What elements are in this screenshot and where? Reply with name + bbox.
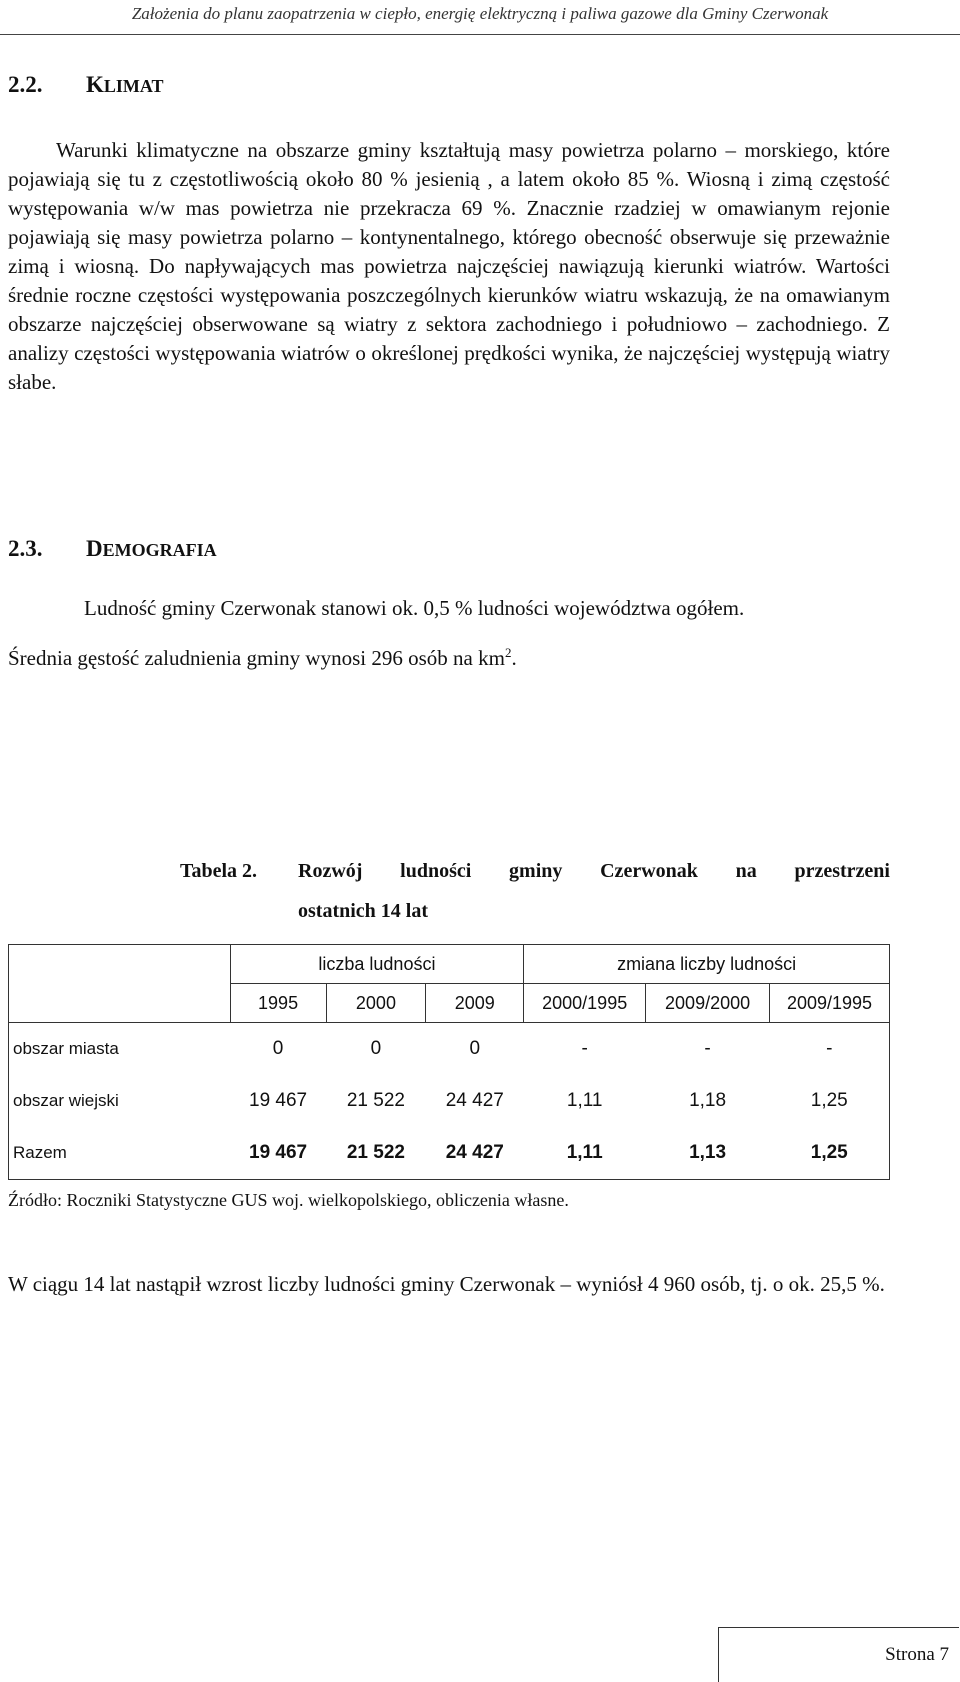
section-title-initial: D (86, 536, 103, 561)
page-footer (718, 1627, 959, 1682)
header-rule (0, 34, 960, 35)
climate-paragraph: Warunki klimatyczne na obszarze gminy kształtują masy powietrza polarno – morskiego, które pojawiają się tu z częstotliwością około 80 % jesienią , a latem około 85 %. Wiosną i zimą częstość występowania w/w mas powietrza nie przekracza 69 %. Znacznie rzadziej w omawianym rejonie pojawiają się masy powietrza polarno – kontynentalnego, którego obecność obserwuje się przeważnie zimą i wiosną. Do napływających mas powietrza najczęściej nawiązują kierunki wiatrów. Wartości średnie roczne częstości występowania poszczególnych kierunków wiatru wskazują, że na omawianym obszarze najczęściej obserwowane są wiatry z sektora zachodniego i południowo – zachodniego. Z analizy częstości występowania wiatrów o określonej prędkości wynika, że najczęściej występują wiatry słabe. (8, 138, 890, 394)
table-row-total (9, 1127, 890, 1180)
table-cell: 24 427 (426, 1127, 524, 1180)
table-cell: 1,18 (689, 1090, 727, 1111)
table-cell: 1,13 (646, 1127, 770, 1180)
table-cell: 21 522 (346, 1090, 405, 1111)
table-cell: - (581, 1038, 588, 1059)
table-source: Źródło: Roczniki Statystyczne GUS woj. wielkopolskiego, obliczenia własne. (8, 1190, 569, 1210)
table-label: Tabela 2. (180, 860, 258, 882)
section-number: 2.3. (8, 536, 43, 561)
table-cell: 0 (469, 1038, 481, 1059)
row-label: obszar miasta (9, 1023, 231, 1076)
header-group-change: zmiana liczby ludności (524, 945, 890, 984)
density-superscript: 2 (504, 645, 512, 660)
density-text: Średnia gęstość zaludnienia gminy wynosi 296 osób na km (8, 646, 505, 670)
header-text: Założenia do planu zaopatrzenia w ciepło, energię elektryczną i paliwa gazowe dla Gminy Czerwonak (131, 4, 829, 23)
population-table (8, 944, 890, 1180)
demography-line-2 (8, 638, 890, 673)
table-cell: - (704, 1038, 711, 1059)
section-title-rest: EMOGRAFIA (102, 540, 217, 560)
closing-paragraph: W ciągu 14 lat nastąpił wzrost liczby ludności gminy Czerwonak – wyniósł 4 960 osób, tj. o ok. 25,5 %. (8, 1272, 885, 1296)
table-title-line-1: Rozwój ludności gminy Czerwonak na przestrzeni (298, 860, 890, 882)
header-empty-cell (9, 984, 231, 1023)
header-empty-cell (9, 945, 231, 984)
table-title-line-2: ostatnich 14 lat (298, 900, 428, 922)
header-group-population: liczba ludności (230, 945, 524, 984)
page-number: Strona 7 (885, 1644, 949, 1665)
table-cell: 19 467 (230, 1127, 326, 1180)
row-label: Razem (9, 1127, 231, 1180)
section-heading-climate (8, 72, 164, 98)
section-heading-demography (8, 536, 217, 562)
table-cell: 0 (272, 1038, 284, 1059)
page-header (0, 0, 960, 28)
row-label: obszar wiejski (9, 1075, 231, 1127)
col-header: 1995 (230, 984, 326, 1023)
table-cell: 1,25 (770, 1127, 890, 1180)
table-cell: 1,11 (524, 1127, 646, 1180)
table-cell: 1,25 (770, 1075, 890, 1127)
table-cell: 0 (370, 1038, 382, 1059)
table-cell: 21 522 (326, 1127, 426, 1180)
table-cell: 19 467 (249, 1090, 308, 1111)
col-header: 2009/1995 (770, 984, 890, 1023)
table-row (9, 1075, 890, 1127)
col-header: 2000/1995 (524, 984, 646, 1023)
density-period: . (511, 646, 517, 670)
section-title-initial: K (86, 72, 104, 97)
table-cell: 1,11 (566, 1090, 603, 1111)
table-cell: 24 427 (445, 1090, 504, 1111)
table-header-row-groups (9, 945, 890, 984)
section-number: 2.2. (8, 72, 43, 97)
col-header: 2000 (326, 984, 426, 1023)
table-cell: - (770, 1023, 890, 1076)
table-header-row-years (9, 984, 890, 1023)
demography-line-1: Ludność gminy Czerwonak stanowi ok. 0,5 % ludności województwa ogółem. (84, 596, 745, 620)
table-row (9, 1023, 890, 1076)
col-header: 2009/2000 (646, 984, 770, 1023)
section-title-rest: LIMAT (103, 76, 164, 96)
col-header: 2009 (426, 984, 524, 1023)
